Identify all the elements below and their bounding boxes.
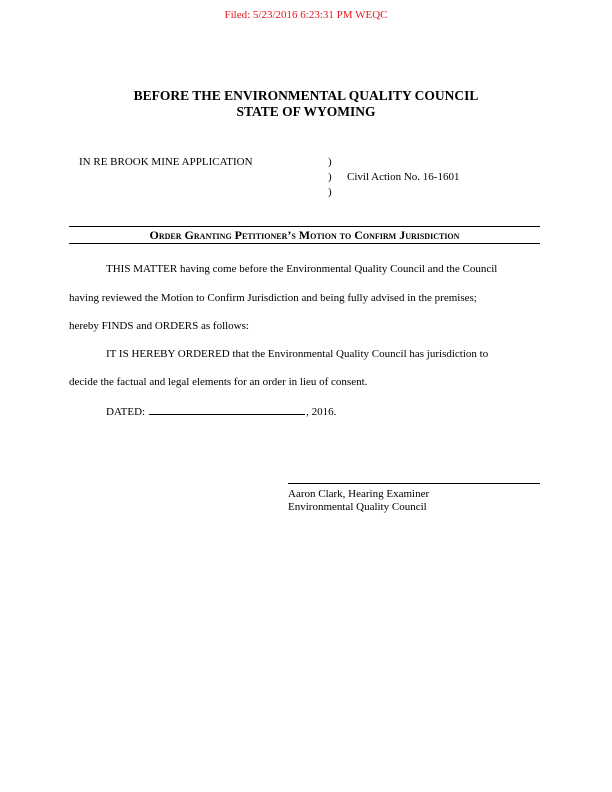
court-heading: BEFORE THE ENVIRONMENTAL QUALITY COUNCIL <box>133 88 479 103</box>
body-line: IT IS HEREBY ORDERED that the Environmental Quality Council has jurisdiction to <box>106 348 489 360</box>
dated-label: DATED: <box>106 406 146 418</box>
title-rule-top <box>69 226 540 227</box>
signatory-org: Environmental Quality Council <box>288 501 427 513</box>
body-line: decide the factual and legal elements for an order in lieu of consent. <box>69 376 368 388</box>
caption-paren: ) <box>328 186 332 198</box>
body-line: hereby FINDS and ORDERS as follows: <box>69 320 249 332</box>
signatory-name: Aaron Clark, Hearing Examiner <box>288 488 430 500</box>
body-line: THIS MATTER having come before the Environmental Quality Council and the Council <box>106 263 498 275</box>
title-rule-bottom <box>69 243 540 244</box>
signature-line <box>288 483 540 484</box>
dated-line <box>106 404 336 418</box>
caption-paren: ) <box>328 156 332 168</box>
court-subheading: STATE OF WYOMING <box>236 104 376 119</box>
order-title: Order Granting Petitioner’s Motion to Confirm Jurisdiction <box>149 228 460 242</box>
body-line: having reviewed the Motion to Confirm Jurisdiction and being fully advised in the premises; <box>69 292 477 304</box>
case-caption-party: IN RE BROOK MINE APPLICATION <box>79 156 253 168</box>
date-blank <box>149 404 305 415</box>
caption-paren: ) <box>328 171 332 183</box>
dated-year: , 2016. <box>306 406 337 418</box>
civil-action-number: Civil Action No. 16-1601 <box>347 171 460 183</box>
filed-stamp: Filed: 5/23/2016 6:23:31 PM WEQC <box>224 9 388 21</box>
